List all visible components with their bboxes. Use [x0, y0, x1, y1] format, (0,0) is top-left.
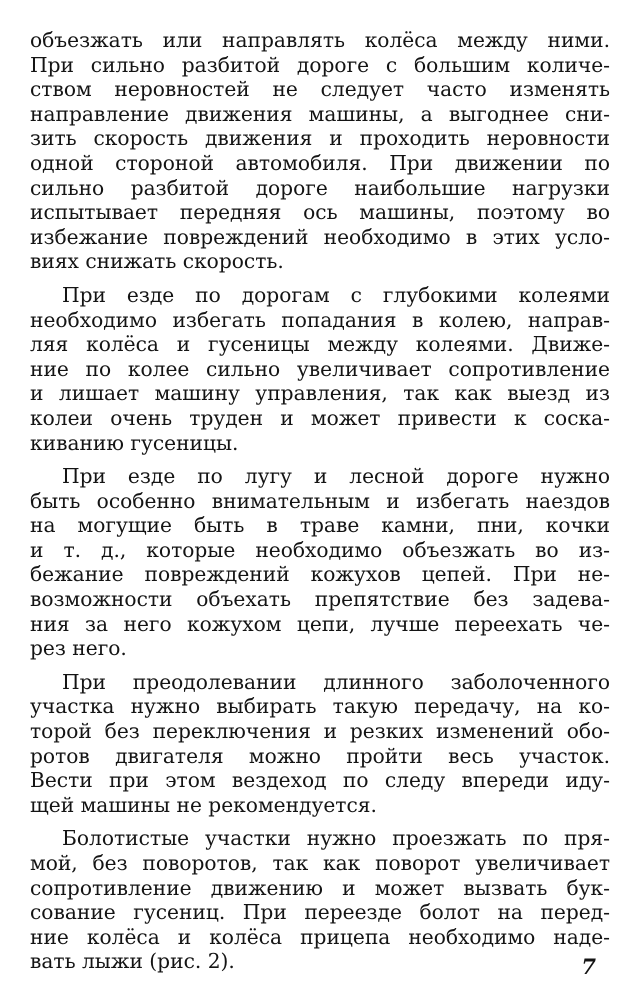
- text-line: ние колёса и колёса прицепа необходимо наде-: [30, 924, 610, 949]
- text-line: рез него.: [30, 636, 127, 661]
- text-line: виях снижать скорость.: [30, 249, 284, 274]
- text-line: и лишает машину управления, так как выезд из: [30, 381, 610, 406]
- text-line: объезжать или направлять колёса между ними.: [30, 28, 610, 52]
- text-line: При преодолевании длинного заболоченного: [62, 669, 610, 694]
- text-line: вать лыжи (рис. 2).: [30, 949, 235, 974]
- text-line: торой без переключения и резких изменений обо-: [30, 719, 610, 744]
- text-line: сопротивление движению и может вызвать бук-: [30, 875, 610, 900]
- text-line: При езде по лугу и лесной дороге нужно: [62, 464, 610, 489]
- paragraph-5: [30, 826, 610, 974]
- page-body: [30, 28, 610, 983]
- text-line: ротов двигателя можно пройти весь участок.: [30, 743, 610, 768]
- text-line: ляя колёса и гусеницы между колеями. Движе-: [30, 332, 610, 357]
- text-line: возможности объехать препятствие без задева-: [30, 587, 610, 612]
- text-line: одной стороной автомобиля. При движении по: [30, 150, 610, 175]
- text-line: направление движения машины, а выгоднее сни-: [30, 101, 610, 126]
- text-line: При езде по дорогам с глубокими колеями: [62, 282, 610, 307]
- page-number: 7: [581, 954, 596, 979]
- text-line: мой, без поворотов, так как поворот увеличивает: [30, 851, 610, 875]
- text-line: ством неровностей не следует часто изменять: [30, 77, 610, 102]
- text-line: Вести при этом вездеход по следу впереди иду-: [30, 768, 610, 793]
- paragraph-4: [30, 670, 610, 818]
- text-line: При сильно разбитой дороге с большим количе-: [30, 52, 610, 77]
- text-line: колеи очень труден и может привести к соска-: [30, 405, 610, 430]
- text-line: быть особенно внимательным и избегать наездов: [30, 488, 610, 513]
- text-line: участка нужно выбирать такую передачу, на ко-: [30, 694, 610, 719]
- text-line: испытывает передняя ось машины, поэтому во: [30, 200, 610, 225]
- text-line: необходимо избегать попадания в колею, направ-: [30, 307, 610, 332]
- text-line: киванию гусеницы.: [30, 430, 239, 455]
- text-line: на могущие быть в траве камни, пни, кочки: [30, 513, 610, 538]
- paragraph-1: [30, 28, 610, 274]
- text-line: Болотистые участки нужно проезжать по пря-: [62, 826, 610, 851]
- text-line: щей машины не рекомендуется.: [30, 792, 377, 817]
- text-line: бежание повреждений кожухов цепей. При не-: [30, 562, 610, 587]
- text-line: ния за него кожухом цепи, лучше переехать че-: [30, 611, 610, 636]
- text-line: и т. д., которые необходимо объезжать во из-: [30, 537, 610, 562]
- text-line: сильно разбитой дороге наибольшие нагрузки: [30, 175, 610, 200]
- text-line: сование гусениц. При переезде болот на перед-: [30, 900, 610, 925]
- text-line: избежание повреждений необходимо в этих усло-: [30, 224, 610, 249]
- text-line: ние по колее сильно увеличивает сопротивление: [30, 356, 610, 381]
- paragraph-2: [30, 283, 610, 455]
- paragraph-3: [30, 464, 610, 661]
- text-line: зить скорость движения и проходить неровности: [30, 126, 610, 151]
